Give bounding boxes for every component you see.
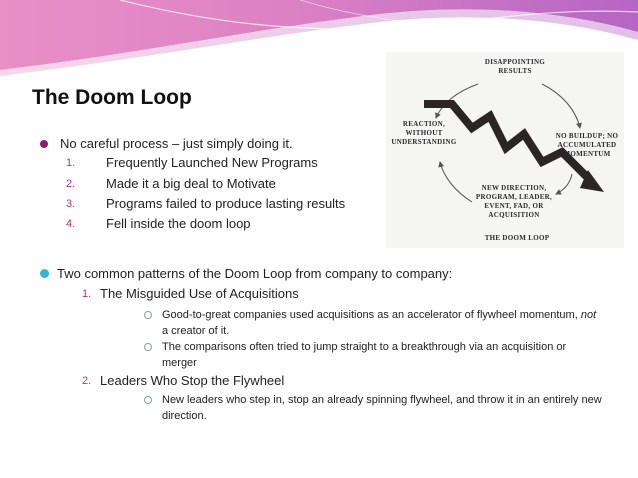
sub-bullet-text-part: Good-to-great companies used acquisitions as an accelerator of flywheel momentum, xyxy=(162,309,581,321)
item-text: Made it a big deal to Motivate xyxy=(106,176,276,191)
slide-title: The Doom Loop xyxy=(32,86,192,109)
diagram-label-left: REACTION, WITHOUT UNDERSTANDING xyxy=(391,120,457,146)
circle-bullet-icon xyxy=(144,343,152,351)
item-number: 2. xyxy=(82,375,92,387)
item-number: 1. xyxy=(66,157,76,169)
item-text: Leaders Who Stop the Flywheel xyxy=(100,373,285,388)
diagram-caption: THE DOOM LOOP xyxy=(484,234,550,242)
sub-bullet xyxy=(144,339,602,371)
item-number: 1. xyxy=(82,288,92,300)
diagram-label-bottom: NEW DIRECTION, PROGRAM, LEADER, EVENT, FAD, OR ACQUISITION xyxy=(475,184,553,219)
diagram-label-top: DISAPPOINTING RESULTS xyxy=(484,58,546,75)
bullet-1 xyxy=(40,136,293,152)
sub-bullet-text xyxy=(162,307,602,339)
item-text: The Misguided Use of Acquisitions xyxy=(100,286,299,301)
item-number: 2. xyxy=(66,178,76,190)
bullet-dot-icon xyxy=(40,269,49,278)
bullet-dot-icon xyxy=(40,140,48,148)
bullet-2 xyxy=(40,266,452,282)
sub-bullet-text: The comparisons often tried to jump straight to a breakthrough via an acquisition or merger xyxy=(162,341,567,369)
bullet-1-item xyxy=(66,176,276,192)
bullet-2-item xyxy=(82,373,284,390)
sub-bullet-text-part: a creator of it. xyxy=(162,325,230,337)
sub-bullet xyxy=(144,307,602,339)
item-number: 3. xyxy=(66,198,76,210)
doom-loop-diagram xyxy=(386,52,624,248)
bullet-1-text: No careful process – just simply doing it. xyxy=(60,136,293,151)
circle-bullet-icon xyxy=(144,311,152,319)
bullet-1-item xyxy=(66,155,318,171)
bullet-2-item xyxy=(82,286,299,303)
item-text: Fell inside the doom loop xyxy=(106,216,251,231)
item-text: Frequently Launched New Programs xyxy=(106,155,318,170)
sub-bullet-emphasis: not xyxy=(580,309,597,321)
diagram-label-right: NO BUILDUP; NO ACCUMULATED MOMENTUM xyxy=(555,132,619,158)
bullet-1-item xyxy=(66,216,251,232)
sub-bullet xyxy=(144,392,602,424)
bullet-2-text: Two common patterns of the Doom Loop from company to company: xyxy=(57,266,453,281)
bullet-1-item xyxy=(66,196,345,212)
item-text: Programs failed to produce lasting results xyxy=(106,196,346,211)
sub-bullet-text: New leaders who step in, stop an already spinning flywheel, and throw it in an entirely new direction. xyxy=(162,394,602,422)
item-number: 4. xyxy=(66,218,76,230)
circle-bullet-icon xyxy=(144,396,152,404)
